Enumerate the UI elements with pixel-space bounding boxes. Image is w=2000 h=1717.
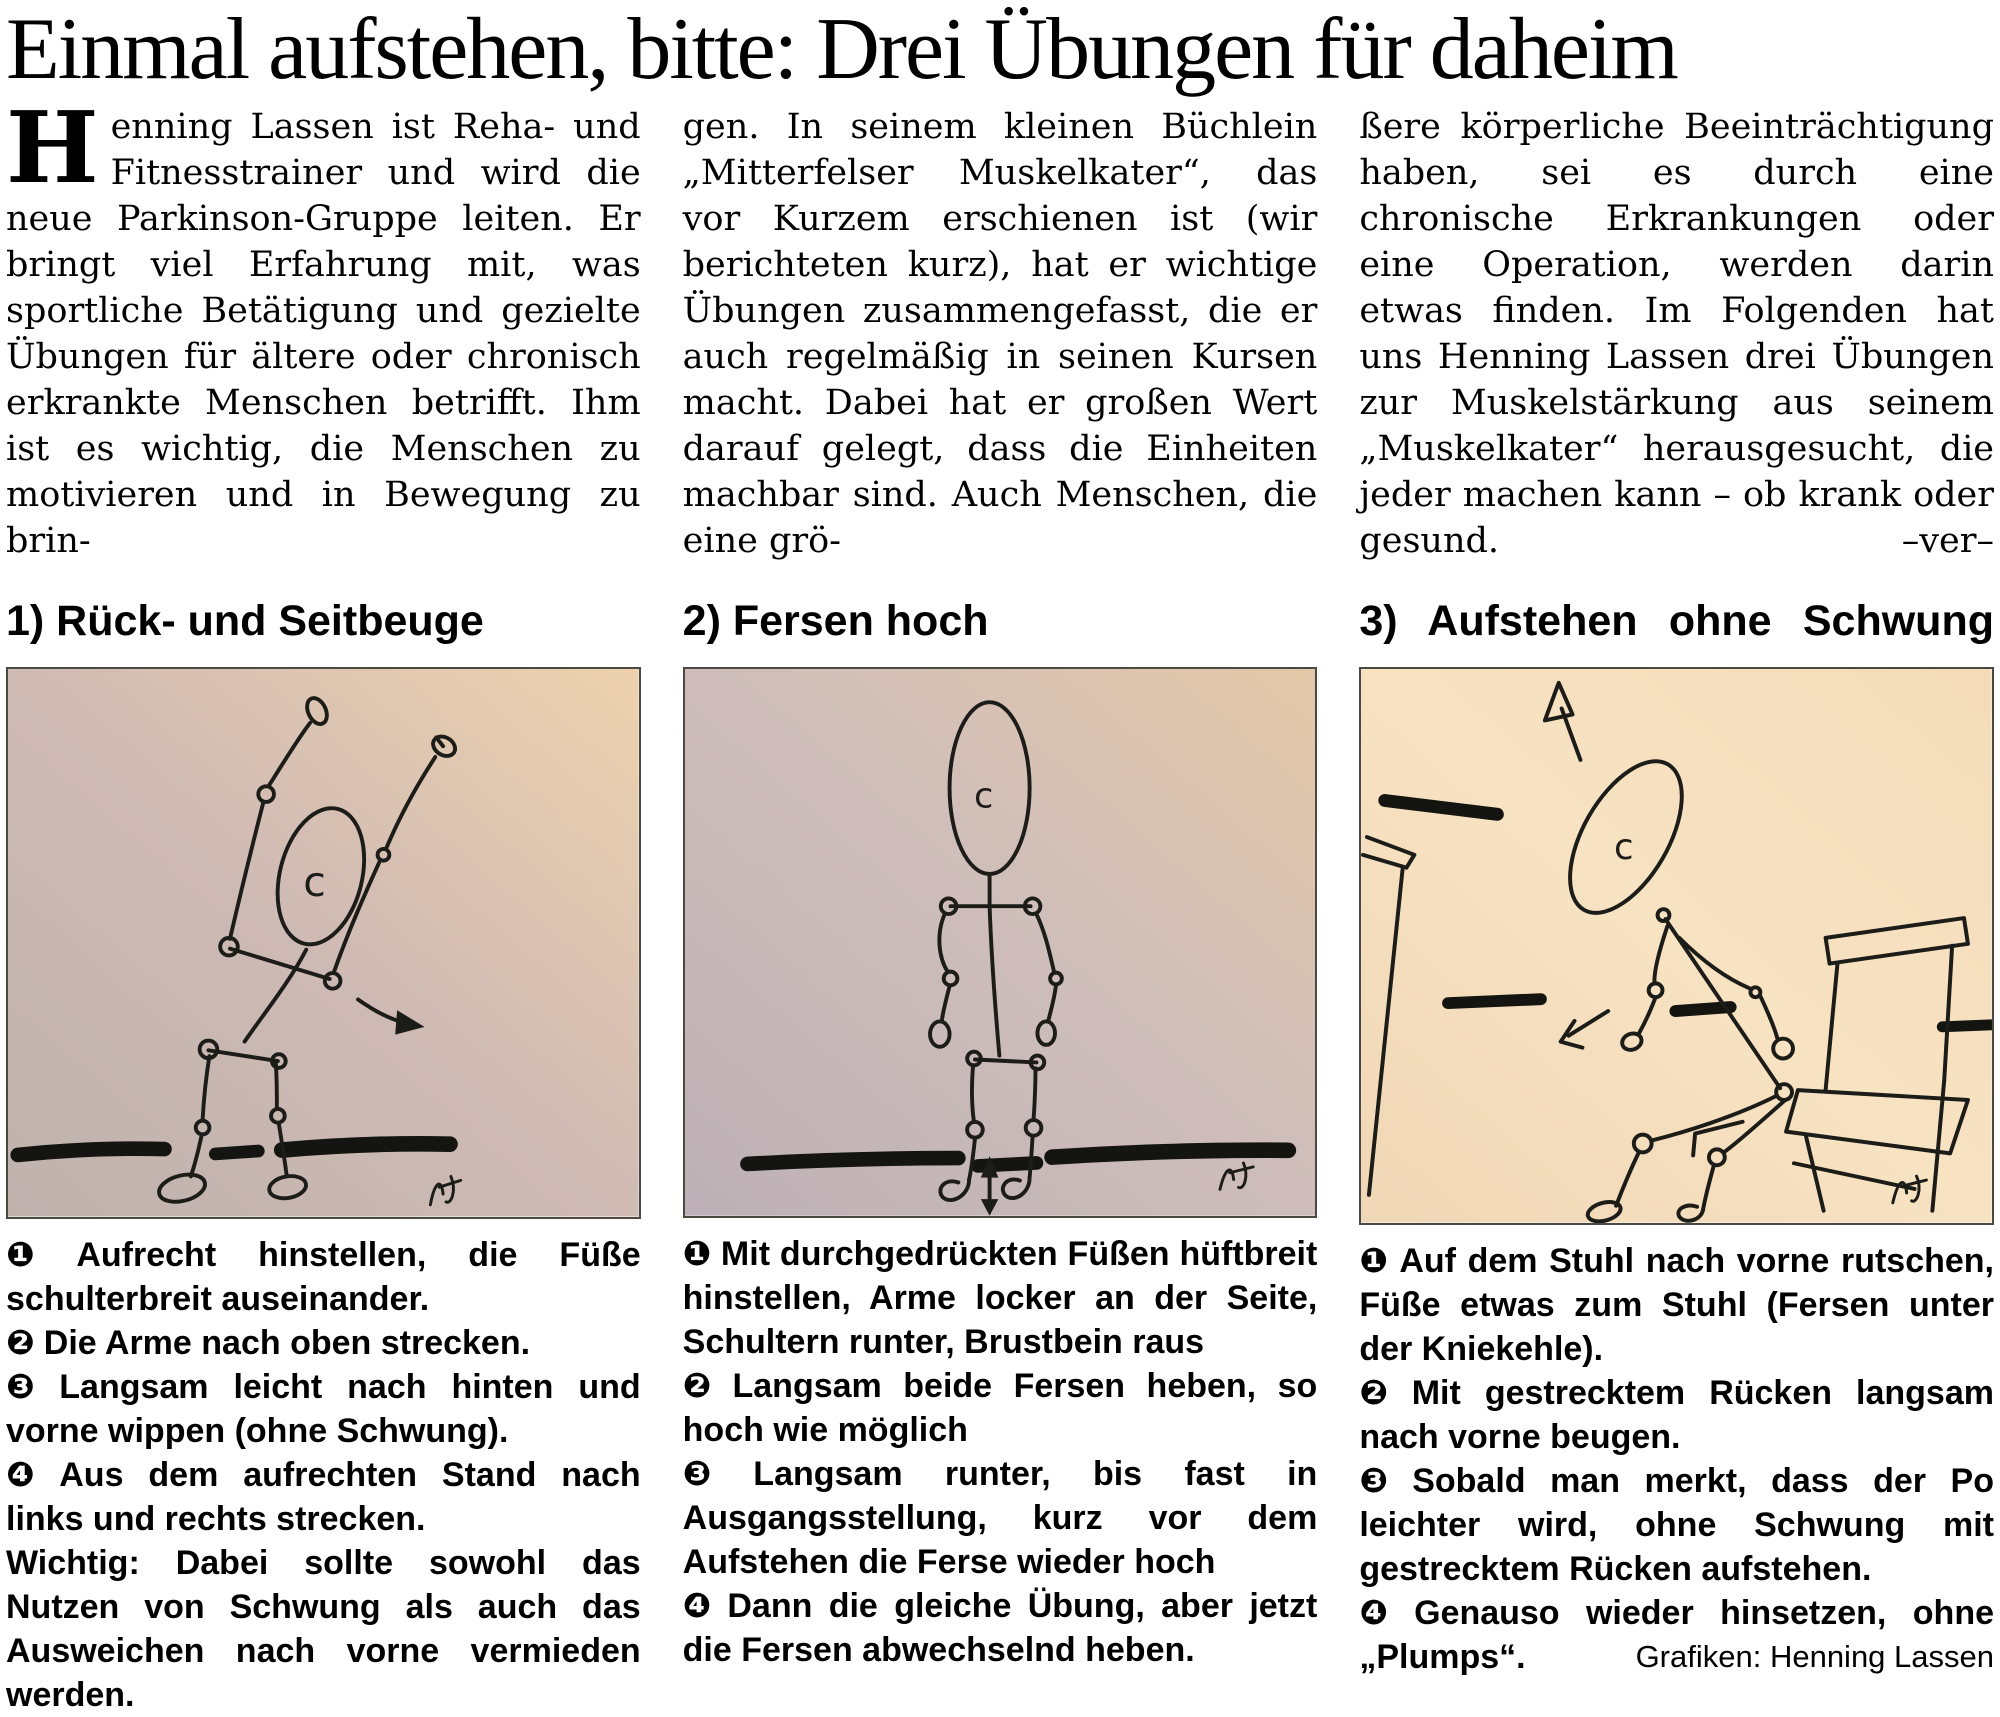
step: [1359, 1459, 1994, 1591]
svg-text:c: c: [973, 775, 993, 817]
stick-figure-heel-raise-drawing: [685, 669, 1316, 1216]
step: [683, 1232, 1318, 1364]
step: [6, 1321, 641, 1365]
intro-section: [6, 91, 1994, 564]
step-number: ❹: [1359, 1592, 1406, 1633]
exercise-3-column: [1359, 598, 1994, 1717]
exercise-3-illustration: [1359, 667, 1994, 1225]
step-number: ❹: [6, 1454, 51, 1495]
exercise-1-steps: [6, 1233, 641, 1717]
article-headline: Einmal aufstehen, bitte: Drei Übungen für daheim: [6, 1, 1677, 98]
paper-background: [1361, 669, 1992, 1223]
stick-figure-stand-up-drawing: [1361, 669, 1992, 1223]
stick-figure-side-bend-drawing: [8, 669, 639, 1217]
intro-column-1: [6, 91, 641, 564]
step-number: ❹: [682, 1586, 719, 1626]
graphics-credit: Grafiken: Henning Lassen: [1635, 1638, 1994, 1674]
newspaper-article: [0, 1, 2000, 1717]
step-number: ❷: [682, 1366, 724, 1406]
exercise-2-column: [683, 598, 1318, 1717]
step-text: Langsam beide Fersen heben, so hoch wie möglich: [682, 1367, 1318, 1449]
step: [683, 1584, 1318, 1672]
step-text: Genauso wieder hinsetzen, ohne „Plumps“.: [1359, 1593, 1994, 1676]
step-text: Aus dem aufrechten Stand nach links und rechts strecken.: [6, 1455, 641, 1538]
step: [1359, 1239, 1994, 1371]
step: [6, 1365, 641, 1453]
step: [6, 1453, 641, 1541]
step-number: ❸: [1359, 1460, 1404, 1501]
step-text: Auf dem Stuhl nach vorne rutschen, Füße etwas zum Stuhl (Fersen unter der Kniekehle).: [1359, 1241, 1994, 1368]
step-text: Dann die gleiche Übung, aber jetzt die Fersen abwechselnd heben.: [682, 1587, 1318, 1669]
step-number: ❶: [1359, 1240, 1391, 1281]
step-text: Wichtig: Dabei sollte sowohl das Nutzen von Schwung als auch das Ausweichen nach vorne vermieden werden.: [6, 1543, 641, 1714]
exercise-section: [6, 598, 1994, 1717]
step: [683, 1364, 1318, 1452]
step: [683, 1452, 1318, 1584]
svg-text:c: c: [303, 858, 326, 907]
exercise-3-steps: [1359, 1239, 1994, 1679]
step-number: ❶: [6, 1234, 68, 1275]
step-text: Aufrecht hinstellen, die Füße schulterbreit auseinander.: [6, 1235, 641, 1318]
step: [1359, 1371, 1994, 1459]
step-number: ❷: [6, 1322, 35, 1363]
step-text: Langsam leicht nach hinten und vorne wippen (ohne Schwung).: [6, 1367, 641, 1450]
step-important-note: [6, 1541, 641, 1717]
exercise-2-illustration: [683, 667, 1318, 1218]
step-text: Die Arme nach oben strecken.: [43, 1323, 531, 1362]
intro-text-1: enning Lassen ist Reha- und Fitnesstrainer und wird die neue Parkinson-Gruppe leiten. Er bringt viel Erfahrung mit, was sportliche Betätigung und gezielte Übungen für ältere oder chronisch erkrankte Menschen betrifft. Ihm ist es wichtig, die Menschen zu motivieren und in Bewegung zu brin-: [6, 107, 641, 561]
exercise-2-steps: [683, 1232, 1318, 1672]
exercise-1-heading: 1) Rück- und Seitbeuge: [6, 597, 484, 645]
intro-text-3: ßere körperliche Beeinträchtigung haben, sei es durch eine chronische Erkrankungen oder eine Operation, werden darin etwas finden. Im Folgenden hat uns Henning Lassen drei Übungen zur Muskelstärkung aus seinem „Muskelkater“ herausgesucht, die jeder machen kann – ob krank oder gesund.: [1359, 107, 1994, 561]
step-text: Langsam runter, bis fast in Ausgangsstellung, kurz vor dem Aufstehen die Ferse wieder hoch: [682, 1455, 1318, 1581]
intro-column-3: [1359, 104, 1994, 564]
step-text: Sobald man merkt, dass der Po leichter wird, ohne Schwung mit gestrecktem Rücken aufstehen.: [1359, 1461, 1994, 1588]
exercise-1-column: [6, 598, 641, 1717]
paper-background: [685, 669, 1316, 1216]
author-byline: –ver–: [1901, 521, 1994, 561]
intro-text-2: gen. In seinem kleinen Büchlein „Mitterfelser Muskelkater“, das vor Kurzem erschienen ist (wir berichteten kurz), hat er wichtige Übungen zusammengefasst, die er auch regelmäßig in seinen Kursen macht. Dabei hat er großen Wert darauf gelegt, dass die Einheiten machbar sind. Auch Menschen, die eine grö-: [682, 107, 1318, 561]
step-number: ❷: [1359, 1372, 1403, 1413]
step-number: ❶: [682, 1234, 712, 1274]
exercise-2-heading: 2) Fersen hoch: [682, 597, 989, 645]
step-text: Mit durchgedrückten Füßen hüftbreit hinstellen, Arme locker an der Seite, Schultern runter, Brustbein raus: [682, 1235, 1318, 1361]
drop-cap: H: [6, 91, 99, 206]
exercise-3-heading: 3) Aufstehen ohne Schwung: [1359, 597, 1994, 645]
step-text: Mit gestrecktem Rücken langsam nach vorne beugen.: [1359, 1373, 1994, 1456]
step-number: ❸: [6, 1366, 51, 1407]
step-number: ❸: [682, 1454, 745, 1494]
intro-column-2: [683, 104, 1318, 564]
exercise-1-illustration: [6, 667, 641, 1219]
step: [6, 1233, 641, 1321]
svg-text:c: c: [1614, 827, 1634, 869]
